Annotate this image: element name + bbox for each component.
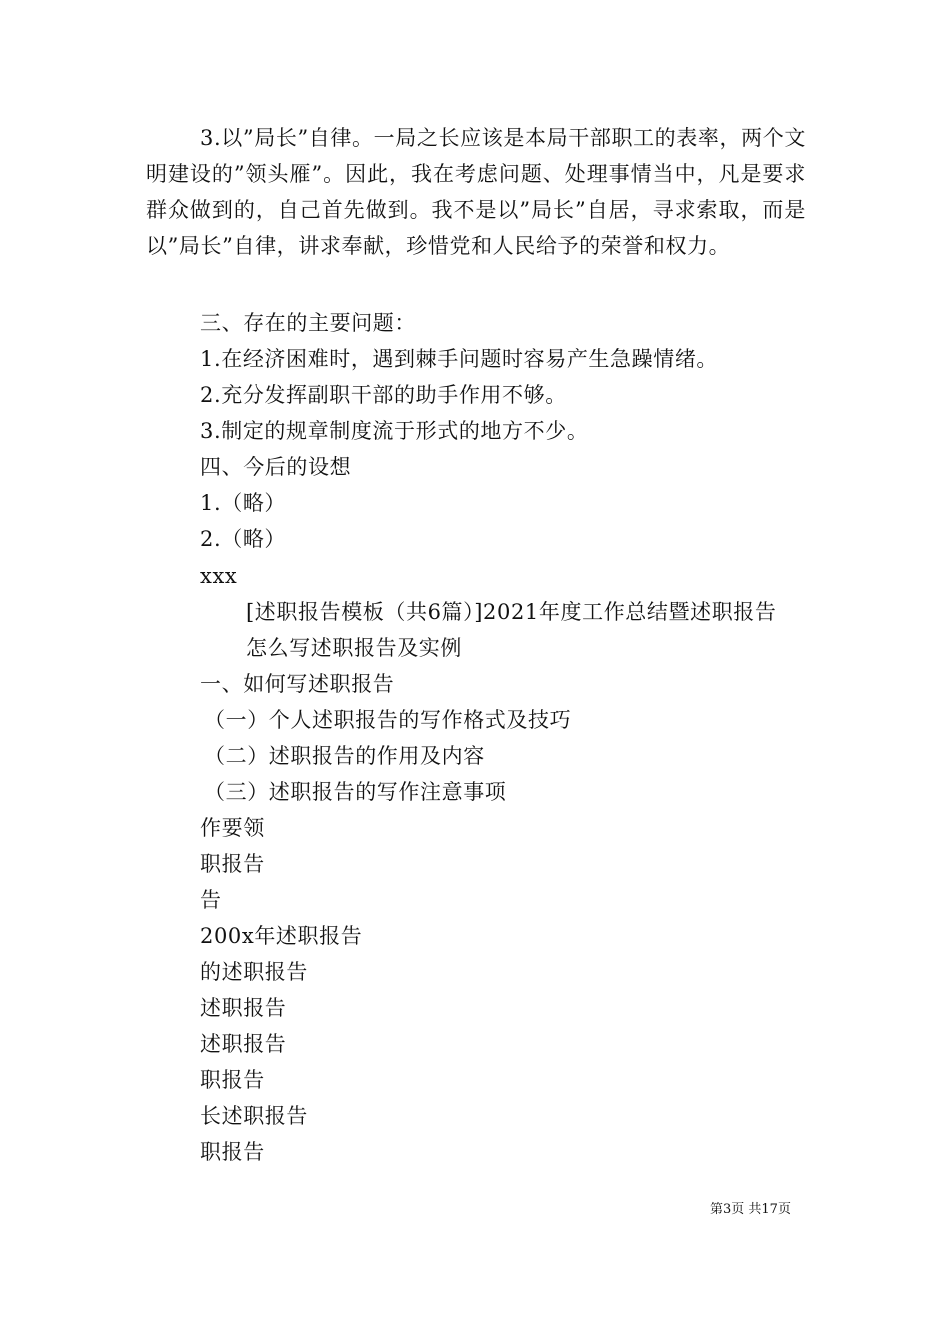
related-article-subtitle: 怎么写述职报告及实例 bbox=[246, 636, 462, 660]
list-item: 述职报告 bbox=[200, 996, 287, 1020]
problem-item-3: 3.制定的规章制度流于形式的地方不少。 bbox=[200, 419, 589, 443]
page-number-footer: 第3页 共17页 bbox=[710, 1202, 791, 1217]
subheading-purpose: （二）述职报告的作用及内容 bbox=[204, 744, 485, 768]
list-item: 长述职报告 bbox=[200, 1104, 308, 1128]
list-item: 述职报告 bbox=[200, 1032, 287, 1056]
subheading-format: （一）个人述职报告的写作格式及技巧 bbox=[204, 708, 572, 732]
subheading-notes: （三）述职报告的写作注意事项 bbox=[204, 780, 507, 804]
heading-future-plans: 四、今后的设想 bbox=[200, 455, 352, 479]
paragraph-self-discipline: 3.以”局长”自律。一局之长应该是本局干部职工的表率，两个文明建设的”领头雁”。因此，我在考虑问题、处理事情当中，凡是要求群众做到的，自己首先做到。我不是以”局长”自居，寻求索取，而是以”局长”自律，讲求奉献，珍惜党和人民给予的荣誉和权力。 bbox=[146, 126, 806, 258]
list-item: 的述职报告 bbox=[200, 960, 308, 984]
list-item: 告 bbox=[200, 888, 222, 912]
related-article-title: [述职报告模板（共6篇）]2021年度工作总结暨述职报告 bbox=[246, 600, 777, 624]
list-item: 职报告 bbox=[200, 852, 265, 876]
signature-name: xxx bbox=[200, 564, 238, 588]
heading-how-to-write: 一、如何写述职报告 bbox=[200, 672, 395, 696]
heading-main-problems: 三、存在的主要问题： bbox=[200, 311, 416, 335]
list-item: 职报告 bbox=[200, 1140, 265, 1164]
plan-item-1: 1.（略） bbox=[200, 491, 287, 515]
problem-item-2: 2.充分发挥副职干部的助手作用不够。 bbox=[200, 383, 567, 407]
list-item: 作要领 bbox=[200, 816, 265, 840]
list-item: 职报告 bbox=[200, 1068, 265, 1092]
list-item: 200x年述职报告 bbox=[200, 924, 363, 948]
problem-item-1: 1.在经济困难时，遇到棘手问题时容易产生急躁情绪。 bbox=[200, 347, 719, 371]
plan-item-2: 2.（略） bbox=[200, 527, 287, 551]
